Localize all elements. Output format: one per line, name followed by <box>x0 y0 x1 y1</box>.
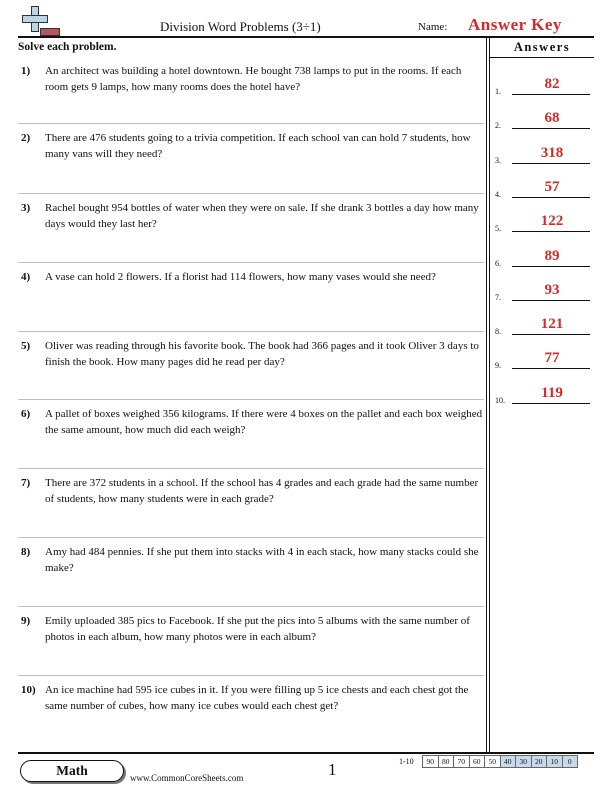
score-cell: 30 <box>516 756 532 768</box>
answers-heading-underline <box>490 57 594 58</box>
answer-number: 10. <box>495 395 505 405</box>
answer-row-8 <box>492 306 592 340</box>
website-link[interactable]: www.CommonCoreSheets.com <box>130 773 244 783</box>
question-separator <box>18 399 484 400</box>
score-cell: 0 <box>562 756 578 768</box>
question-separator <box>18 468 484 469</box>
answer-number: 8. <box>495 327 501 337</box>
score-cell: 80 <box>438 756 454 768</box>
answer-row-6 <box>492 238 592 272</box>
question-separator <box>18 606 484 607</box>
question-separator <box>18 675 484 676</box>
answer-number: 1. <box>495 87 501 96</box>
answer-number: 2. <box>495 121 501 131</box>
score-cell: 40 <box>500 756 516 768</box>
footer-divider <box>18 752 594 754</box>
answer-row-10 <box>492 375 592 409</box>
answer-key-label: Answer Key <box>468 15 562 34</box>
answer-line <box>512 334 590 335</box>
answer-value: 57 <box>544 178 560 195</box>
answer-row-3 <box>492 135 592 169</box>
column-divider <box>489 38 490 752</box>
question-separator <box>18 123 484 124</box>
logo <box>18 6 58 36</box>
name-label: Name: <box>418 21 448 33</box>
page-number: 1 <box>328 760 337 779</box>
answer-line <box>512 368 590 369</box>
answer-line <box>512 128 590 129</box>
question-text: There are 476 students going to a trivia competition. If each school van can hold 7 students, how many vans will they need? <box>45 132 471 160</box>
question-number: 5) <box>21 340 31 352</box>
question-text: Oliver was reading through his favorite book. The book had 366 pages and it took Oliver 3 days to finish the book. How many pages did he read per day? <box>45 340 479 368</box>
answer-value: 89 <box>544 247 560 264</box>
answer-row-7 <box>492 272 592 306</box>
answer-line <box>512 300 590 301</box>
question-number: 4) <box>21 271 31 283</box>
answer-line <box>512 163 590 164</box>
answer-value: 121 <box>540 316 564 333</box>
instructions: Solve each problem. <box>18 41 117 53</box>
column-divider <box>486 38 487 752</box>
question-text: There are 372 students in a school. If the school has 4 grades and each grade had the same number of students, how many students were in each grade? <box>45 477 479 505</box>
score-cell: 20 <box>531 756 547 768</box>
worksheet-title: Division Word Problems (3÷1) <box>160 19 321 34</box>
question-number: 9) <box>21 615 31 627</box>
score-cell: 90 <box>423 756 439 768</box>
answer-value: 68 <box>544 110 560 127</box>
answer-value: 77 <box>544 350 560 367</box>
question-text: An ice machine had 595 ice cubes in it. If you were filling up 5 ice chests and each chest got the same number of cubes, how many ice cubes would each chest get? <box>45 684 469 712</box>
answer-value: 93 <box>544 281 560 298</box>
answer-row-5 <box>492 203 592 237</box>
minus-bar-icon <box>40 28 60 36</box>
score-cell: 50 <box>485 756 501 768</box>
question-separator <box>18 262 484 263</box>
question-number: 3) <box>21 202 31 214</box>
question-text: Emily uploaded 385 pics to Facebook. If she put the pics into 5 albums with the same number of photos in each album, how many photos were in each album? <box>45 615 470 643</box>
answer-number: 4. <box>495 189 501 199</box>
answers-heading: Answers <box>513 40 571 54</box>
answer-value: 318 <box>540 144 564 161</box>
header-divider <box>18 36 594 38</box>
score-cell: 70 <box>454 756 470 768</box>
score-cell: 10 <box>547 756 563 768</box>
answer-value: 82 <box>544 76 560 92</box>
answer-number: 9. <box>495 361 501 371</box>
answer-value: 119 <box>541 384 563 401</box>
answer-line <box>512 231 590 232</box>
answer-value: 122 <box>540 213 564 230</box>
question-number: 1) <box>21 65 31 77</box>
answer-line <box>512 266 590 267</box>
question-separator <box>18 537 484 538</box>
score-range-label: 1-10 <box>399 757 414 766</box>
question-number: 7) <box>21 477 31 489</box>
answer-row-4 <box>492 169 592 203</box>
score-cell: 60 <box>469 756 485 768</box>
answer-number: 7. <box>495 292 501 302</box>
score-table <box>422 755 578 768</box>
question-separator <box>18 193 484 194</box>
answer-row-1 <box>492 66 592 100</box>
question-number: 8) <box>21 546 31 558</box>
question-text: A pallet of boxes weighed 356 kilograms. If there were 4 boxes on the pallet and each box weighed the same amount, how much did each weigh? <box>45 408 483 436</box>
question-text: A vase can hold 2 flowers. If a florist had 114 flowers, how many vases would she need? <box>45 271 436 283</box>
answer-line <box>512 403 590 404</box>
subject-badge: Math <box>20 760 124 782</box>
question-separator <box>18 331 484 332</box>
question-number: 6) <box>21 408 31 420</box>
question-number: 10) <box>21 684 36 696</box>
question-text: Rachel bought 954 bottles of water when they were on sale. If she drank 3 bottles a day how many days would they last her? <box>45 202 479 230</box>
question-number: 2) <box>21 132 31 144</box>
answer-number: 6. <box>495 258 501 268</box>
answer-line <box>512 94 590 95</box>
answer-row-2 <box>492 100 592 134</box>
answer-line <box>512 197 590 198</box>
question-text: An architect was building a hotel downtown. He bought 738 lamps to put in the rooms. If each room gets 9 lamps, how many rooms does the hotel have? <box>45 65 462 93</box>
answer-number: 5. <box>495 224 501 234</box>
answer-number: 3. <box>495 155 501 165</box>
answer-row-9 <box>492 340 592 374</box>
question-text: Amy had 484 pennies. If she put them into stacks with 4 in each stack, how many stacks could she make? <box>45 546 479 574</box>
